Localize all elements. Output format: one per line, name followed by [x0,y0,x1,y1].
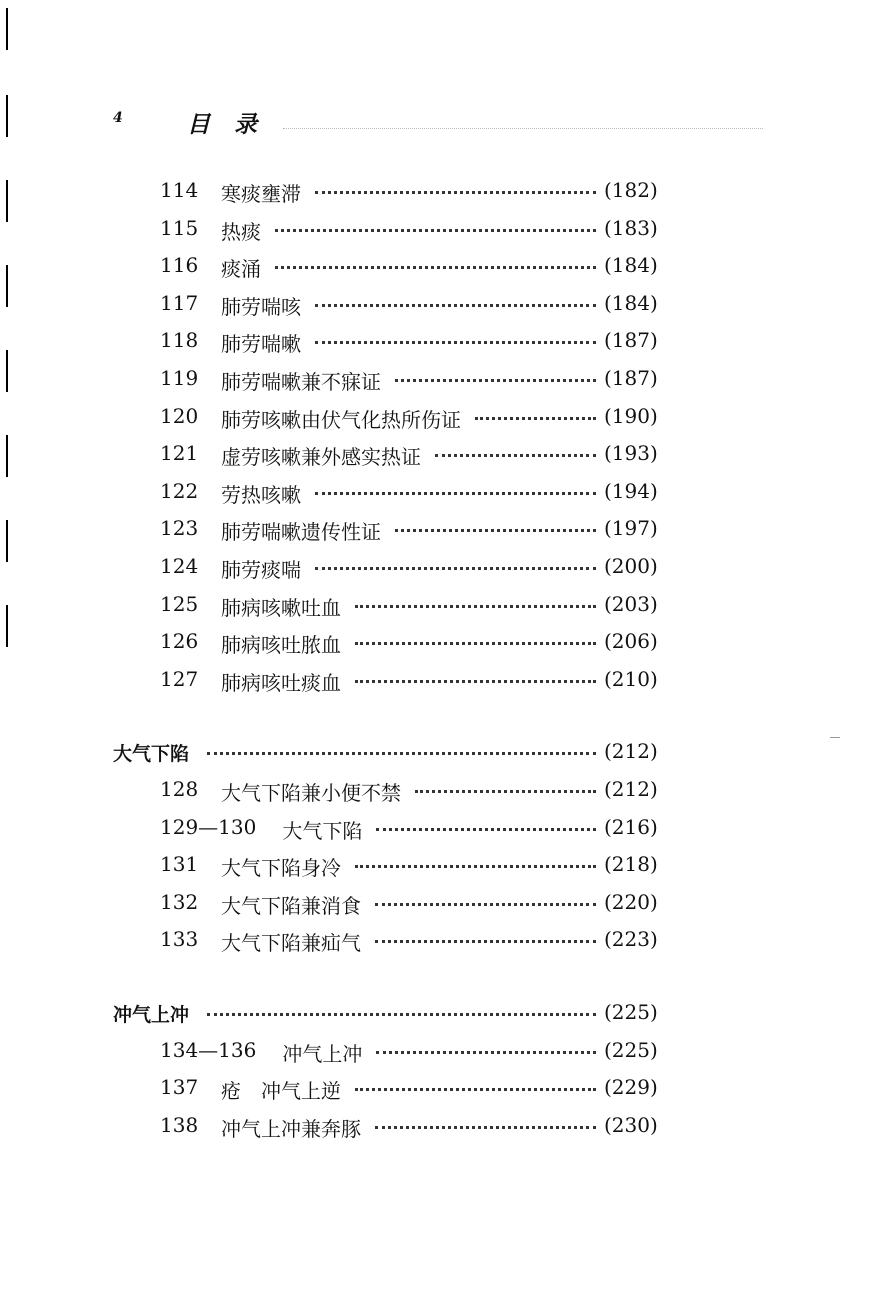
page-ref: (225) [604,1037,658,1062]
dot-leader [315,304,596,311]
page-ref: (184) [604,253,658,278]
page-ref: (230) [604,1112,658,1137]
toc-entry-row[interactable] [0,441,883,477]
entry-title: 热痰 [221,216,265,245]
toc-entry-row[interactable] [0,667,883,703]
dot-leader [207,752,596,759]
entry-number: 125 [160,591,199,616]
toc-entry-row[interactable] [0,366,883,402]
entry-number: 138 [160,1112,199,1137]
entry-number: 116 [160,253,199,278]
toc-entry-row[interactable] [0,629,883,665]
entry-number: 132 [160,889,199,914]
dot-leader [395,379,596,386]
toc-section-row[interactable] [0,739,883,775]
entry-title: 大气下陷兼消食 [221,890,365,919]
dot-leader [275,266,596,273]
dot-leader [355,865,596,872]
page-ref: (220) [604,889,658,914]
toc-entry-row[interactable] [0,815,883,851]
entry-number: 121 [160,441,199,466]
entry-number: 127 [160,666,199,691]
entry-title: 冲气上冲 [282,1038,366,1067]
page-ref: (182) [604,178,658,202]
page-ref: (210) [604,666,658,691]
page-ref: (190) [604,403,658,428]
toc-entry-row[interactable] [0,253,883,289]
entry-title: 肺病咳吐痰血 [221,667,345,696]
page-ref: (216) [604,814,658,839]
entry-number: 131 [160,852,199,877]
scan-artifact [830,737,840,738]
entry-title: 寒痰壅滞 [221,178,305,207]
page-ref: (197) [604,516,658,541]
section-title: 大气下陷 [113,739,193,766]
page-ref: (229) [604,1075,658,1100]
toc-entry-row[interactable] [0,1038,883,1074]
dot-leader [475,417,596,424]
toc-entry-row[interactable] [0,291,883,327]
entry-title: 大气下陷身冷 [221,852,345,881]
dot-leader [376,1051,596,1058]
toc-entry-row[interactable] [0,1075,883,1111]
entry-title: 肺病咳嗽吐血 [221,592,345,621]
entry-number: 122 [160,478,199,503]
toc-entry-row[interactable] [0,852,883,888]
page-ref: (203) [604,591,658,616]
toc-entry-row[interactable] [0,1113,883,1149]
dot-leader [375,903,596,910]
entry-title: 大气下陷兼疝气 [221,927,365,956]
header-rule [283,128,763,129]
entry-number: 120 [160,403,199,428]
dot-leader [355,1088,596,1095]
toc-entry-row[interactable] [0,404,883,440]
page-ref: (206) [604,629,658,654]
toc-entry-row[interactable] [0,592,883,628]
toc-entry-row[interactable] [0,216,883,252]
page-ref: (187) [604,366,658,390]
toc-entry-row[interactable] [0,927,883,963]
entry-number: 128 [160,777,199,801]
entry-number: 123 [160,516,199,541]
entry-title: 肺病咳吐脓血 [221,629,345,658]
page-ref: (212) [604,739,658,764]
toc-entry-row[interactable] [0,178,883,214]
entry-title: 肺劳喘咳 [221,291,305,320]
entry-number: 119 [160,366,199,390]
entry-title: 大气下陷 [282,815,366,844]
entry-title: 肺劳喘嗽兼不寐证 [221,366,385,395]
entry-title: 虚劳咳嗽兼外感实热证 [221,441,425,470]
page-title: 目 录 [187,111,266,138]
dot-leader [275,229,596,236]
entry-number: 133 [160,927,199,952]
entry-number: 118 [160,328,199,353]
section-title: 冲气上冲 [113,1000,193,1027]
page-ref: (187) [604,328,658,353]
entry-number: 137 [160,1075,199,1100]
page-ref: (218) [604,852,658,877]
entry-title: 劳热咳嗽 [221,479,305,508]
dot-leader [315,191,596,198]
page-ref: (184) [604,290,658,315]
page-ref: (223) [604,927,658,952]
entry-number: 117 [160,290,199,315]
toc-entry-row[interactable] [0,479,883,515]
page-ref: (183) [604,215,658,240]
entry-title: 冲气上冲兼奔豚 [221,1113,365,1142]
toc-entry-row[interactable] [0,328,883,364]
dot-leader [355,642,596,649]
toc-entry-row[interactable] [0,777,883,813]
toc-entry-row[interactable] [0,516,883,552]
toc-entry-row[interactable] [0,554,883,590]
entry-number: 114 [160,178,199,202]
dot-leader [315,492,596,499]
dot-leader [375,1126,596,1133]
entry-number: 124 [160,554,199,578]
entry-title: 肺劳喘嗽 [221,328,305,357]
entry-number: 126 [160,629,199,654]
entry-number: 129—130 [160,814,257,839]
page-ref: (194) [604,478,658,503]
entry-title: 痰涌 [221,253,265,282]
page-ref: (212) [604,777,658,801]
entry-title: 肺劳痰喘 [221,554,305,583]
entry-title: 肺劳咳嗽由伏气化热所伤证 [221,404,465,433]
dot-leader [355,680,596,687]
running-header [113,106,673,136]
page-ref: (200) [604,554,658,578]
page-ref: (225) [604,1000,658,1024]
dot-leader [355,605,596,612]
dot-leader [435,454,596,461]
dot-leader [375,940,596,947]
dot-leader [207,1013,596,1020]
toc-section-row[interactable] [0,1000,883,1036]
dot-leader [315,341,596,348]
dot-leader [415,790,596,797]
dot-leader [376,828,596,835]
entry-title: 肺劳喘嗽遗传性证 [221,516,385,545]
page-ref: (193) [604,441,658,466]
toc-entry-row[interactable] [0,890,883,926]
dot-leader [315,567,596,574]
entry-title: 疮 冲气上逆 [221,1075,345,1104]
dot-leader [395,529,596,536]
page-number: 4 [113,110,123,126]
entry-number: 134—136 [160,1037,257,1062]
entry-title: 大气下陷兼小便不禁 [221,777,405,806]
entry-number: 115 [160,215,199,240]
